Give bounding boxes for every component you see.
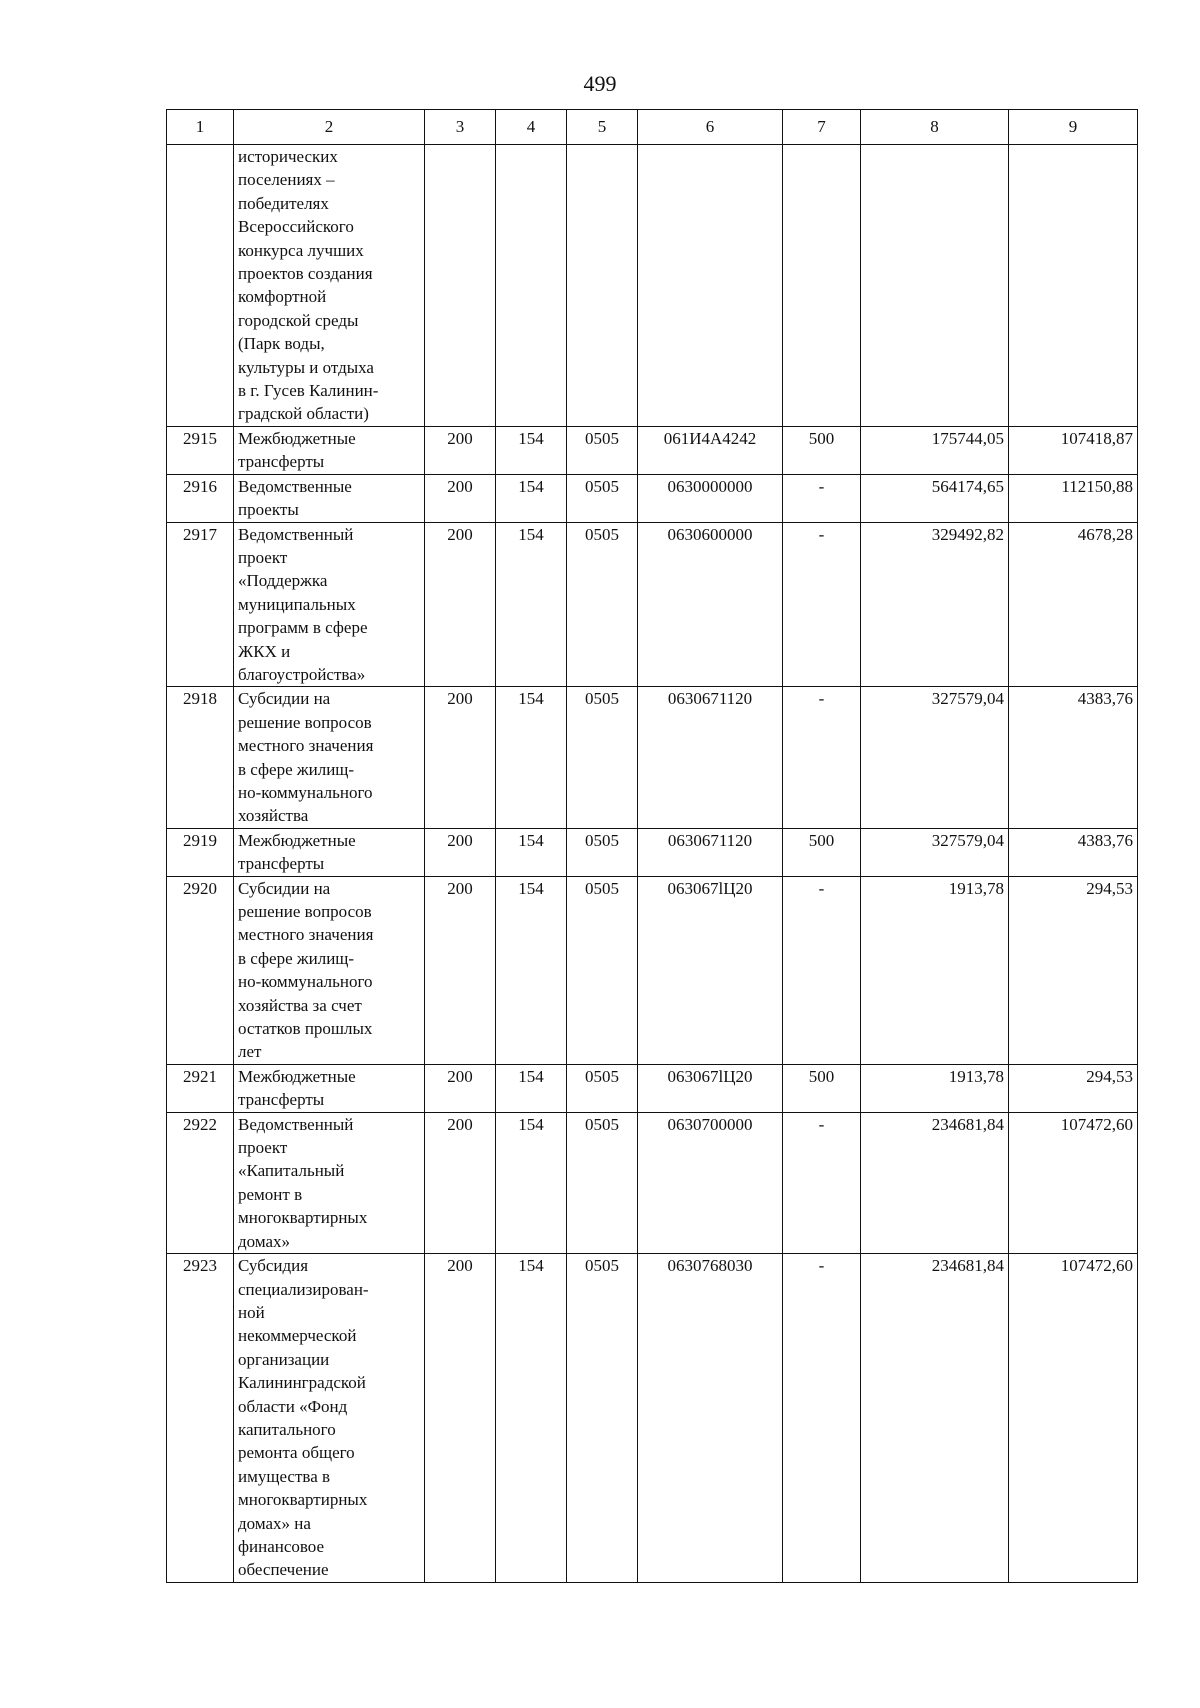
amount-col-8: 1913,78 [861, 876, 1009, 1064]
amount-col-9: 294,53 [1009, 1064, 1138, 1112]
table-row [167, 1064, 1138, 1112]
expense-type-code: - [783, 1112, 861, 1253]
target-article-code: 0630671120 [638, 687, 783, 828]
expense-name: Ведомственные проекты [234, 474, 425, 522]
row-number [167, 145, 234, 427]
col-4-value: 154 [496, 876, 567, 1064]
expense-name: Субсидии на решение вопросов местного значения в сфере жилищ- но-коммунального хозяйства за счет остатков прошлых лет [234, 876, 425, 1064]
expense-name: Ведомственный проект «Поддержка муниципальных программ в сфере ЖКХ и благоустройства» [234, 522, 425, 687]
col-5-value: 0505 [567, 522, 638, 687]
col-4-value: 154 [496, 1112, 567, 1253]
table-body [167, 145, 1138, 1583]
header-row [167, 110, 1138, 145]
amount-col-9: 4678,28 [1009, 522, 1138, 687]
col-5-value: 0505 [567, 1254, 638, 1583]
header-col-2: 2 [234, 110, 425, 145]
header-col-3: 3 [425, 110, 496, 145]
row-number: 2916 [167, 474, 234, 522]
amount-col-8 [861, 145, 1009, 427]
expense-type-code: 500 [783, 1064, 861, 1112]
col-5-value: 0505 [567, 474, 638, 522]
header-col-1: 1 [167, 110, 234, 145]
amount-col-9: 294,53 [1009, 876, 1138, 1064]
target-article-code [638, 145, 783, 427]
row-number: 2921 [167, 1064, 234, 1112]
amount-col-8: 327579,04 [861, 687, 1009, 828]
col-5-value: 0505 [567, 1064, 638, 1112]
col-3-value: 200 [425, 474, 496, 522]
header-col-8: 8 [861, 110, 1009, 145]
amount-col-9: 107472,60 [1009, 1254, 1138, 1583]
amount-col-9: 4383,76 [1009, 687, 1138, 828]
target-article-code: 061И4А4242 [638, 426, 783, 474]
table-row [167, 145, 1138, 427]
col-3-value: 200 [425, 1064, 496, 1112]
col-5-value: 0505 [567, 828, 638, 876]
header-col-6: 6 [638, 110, 783, 145]
expense-type-code: - [783, 876, 861, 1064]
expense-type-code: - [783, 522, 861, 687]
amount-col-9: 107418,87 [1009, 426, 1138, 474]
header-col-4: 4 [496, 110, 567, 145]
expense-name: исторических поселениях – победителях Всероссийского конкурса лучших проектов создания комфортной городской среды (Парк воды, культуры и отдыха в г. Гусев Калинин- градской области) [234, 145, 425, 427]
amount-col-9: 4383,76 [1009, 828, 1138, 876]
table-row [167, 474, 1138, 522]
table-row [167, 426, 1138, 474]
target-article-code: 063067lЦ20 [638, 1064, 783, 1112]
table-row [167, 1112, 1138, 1253]
col-3-value: 200 [425, 828, 496, 876]
header-col-5: 5 [567, 110, 638, 145]
col-3-value: 200 [425, 687, 496, 828]
table-row [167, 687, 1138, 828]
budget-table [166, 109, 1138, 1583]
row-number: 2923 [167, 1254, 234, 1583]
row-number: 2919 [167, 828, 234, 876]
row-number: 2918 [167, 687, 234, 828]
target-article-code: 0630600000 [638, 522, 783, 687]
amount-col-8: 1913,78 [861, 1064, 1009, 1112]
amount-col-8: 234681,84 [861, 1254, 1009, 1583]
col-3-value: 200 [425, 876, 496, 1064]
table-row [167, 828, 1138, 876]
row-number: 2915 [167, 426, 234, 474]
col-5-value: 0505 [567, 1112, 638, 1253]
expense-type-code: 500 [783, 426, 861, 474]
row-number: 2920 [167, 876, 234, 1064]
header-col-9: 9 [1009, 110, 1138, 145]
amount-col-9: 112150,88 [1009, 474, 1138, 522]
expense-name: Межбюджетные трансферты [234, 1064, 425, 1112]
col-5-value: 0505 [567, 687, 638, 828]
col-4-value: 154 [496, 1254, 567, 1583]
expense-type-code: - [783, 1254, 861, 1583]
col-4-value: 154 [496, 828, 567, 876]
col-3-value: 200 [425, 1254, 496, 1583]
expense-name: Межбюджетные трансферты [234, 828, 425, 876]
table-row [167, 876, 1138, 1064]
col-4-value: 154 [496, 1064, 567, 1112]
amount-col-8: 329492,82 [861, 522, 1009, 687]
col-3-value: 200 [425, 426, 496, 474]
amount-col-8: 564174,65 [861, 474, 1009, 522]
table-row [167, 1254, 1138, 1583]
expense-type-code: - [783, 687, 861, 828]
col-4-value: 154 [496, 687, 567, 828]
amount-col-9 [1009, 145, 1138, 427]
col-5-value [567, 145, 638, 427]
target-article-code: 0630671120 [638, 828, 783, 876]
amount-col-8: 175744,05 [861, 426, 1009, 474]
target-article-code: 0630700000 [638, 1112, 783, 1253]
amount-col-8: 327579,04 [861, 828, 1009, 876]
col-3-value [425, 145, 496, 427]
col-4-value: 154 [496, 426, 567, 474]
col-4-value: 154 [496, 474, 567, 522]
amount-col-9: 107472,60 [1009, 1112, 1138, 1253]
col-3-value: 200 [425, 1112, 496, 1253]
expense-name: Ведомственный проект «Капитальный ремонт в многоквартирных домах» [234, 1112, 425, 1253]
col-3-value: 200 [425, 522, 496, 687]
expense-type-code [783, 145, 861, 427]
expense-name: Межбюджетные трансферты [234, 426, 425, 474]
expense-type-code: 500 [783, 828, 861, 876]
table-header [167, 110, 1138, 145]
expense-name: Субсидия специализирован- ной некоммерческой организации Калининградской области «Фонд капитального ремонта общего имущества в многоквартирных домах» на финансовое обеспечение [234, 1254, 425, 1583]
row-number: 2922 [167, 1112, 234, 1253]
col-5-value: 0505 [567, 876, 638, 1064]
target-article-code: 063067lЦ20 [638, 876, 783, 1064]
table-row [167, 522, 1138, 687]
target-article-code: 0630768030 [638, 1254, 783, 1583]
page-number: 499 [583, 71, 617, 96]
header-col-7: 7 [783, 110, 861, 145]
expense-name: Субсидии на решение вопросов местного значения в сфере жилищ- но-коммунального хозяйства [234, 687, 425, 828]
col-5-value: 0505 [567, 426, 638, 474]
expense-type-code: - [783, 474, 861, 522]
col-4-value: 154 [496, 522, 567, 687]
target-article-code: 0630000000 [638, 474, 783, 522]
row-number: 2917 [167, 522, 234, 687]
amount-col-8: 234681,84 [861, 1112, 1009, 1253]
col-4-value [496, 145, 567, 427]
